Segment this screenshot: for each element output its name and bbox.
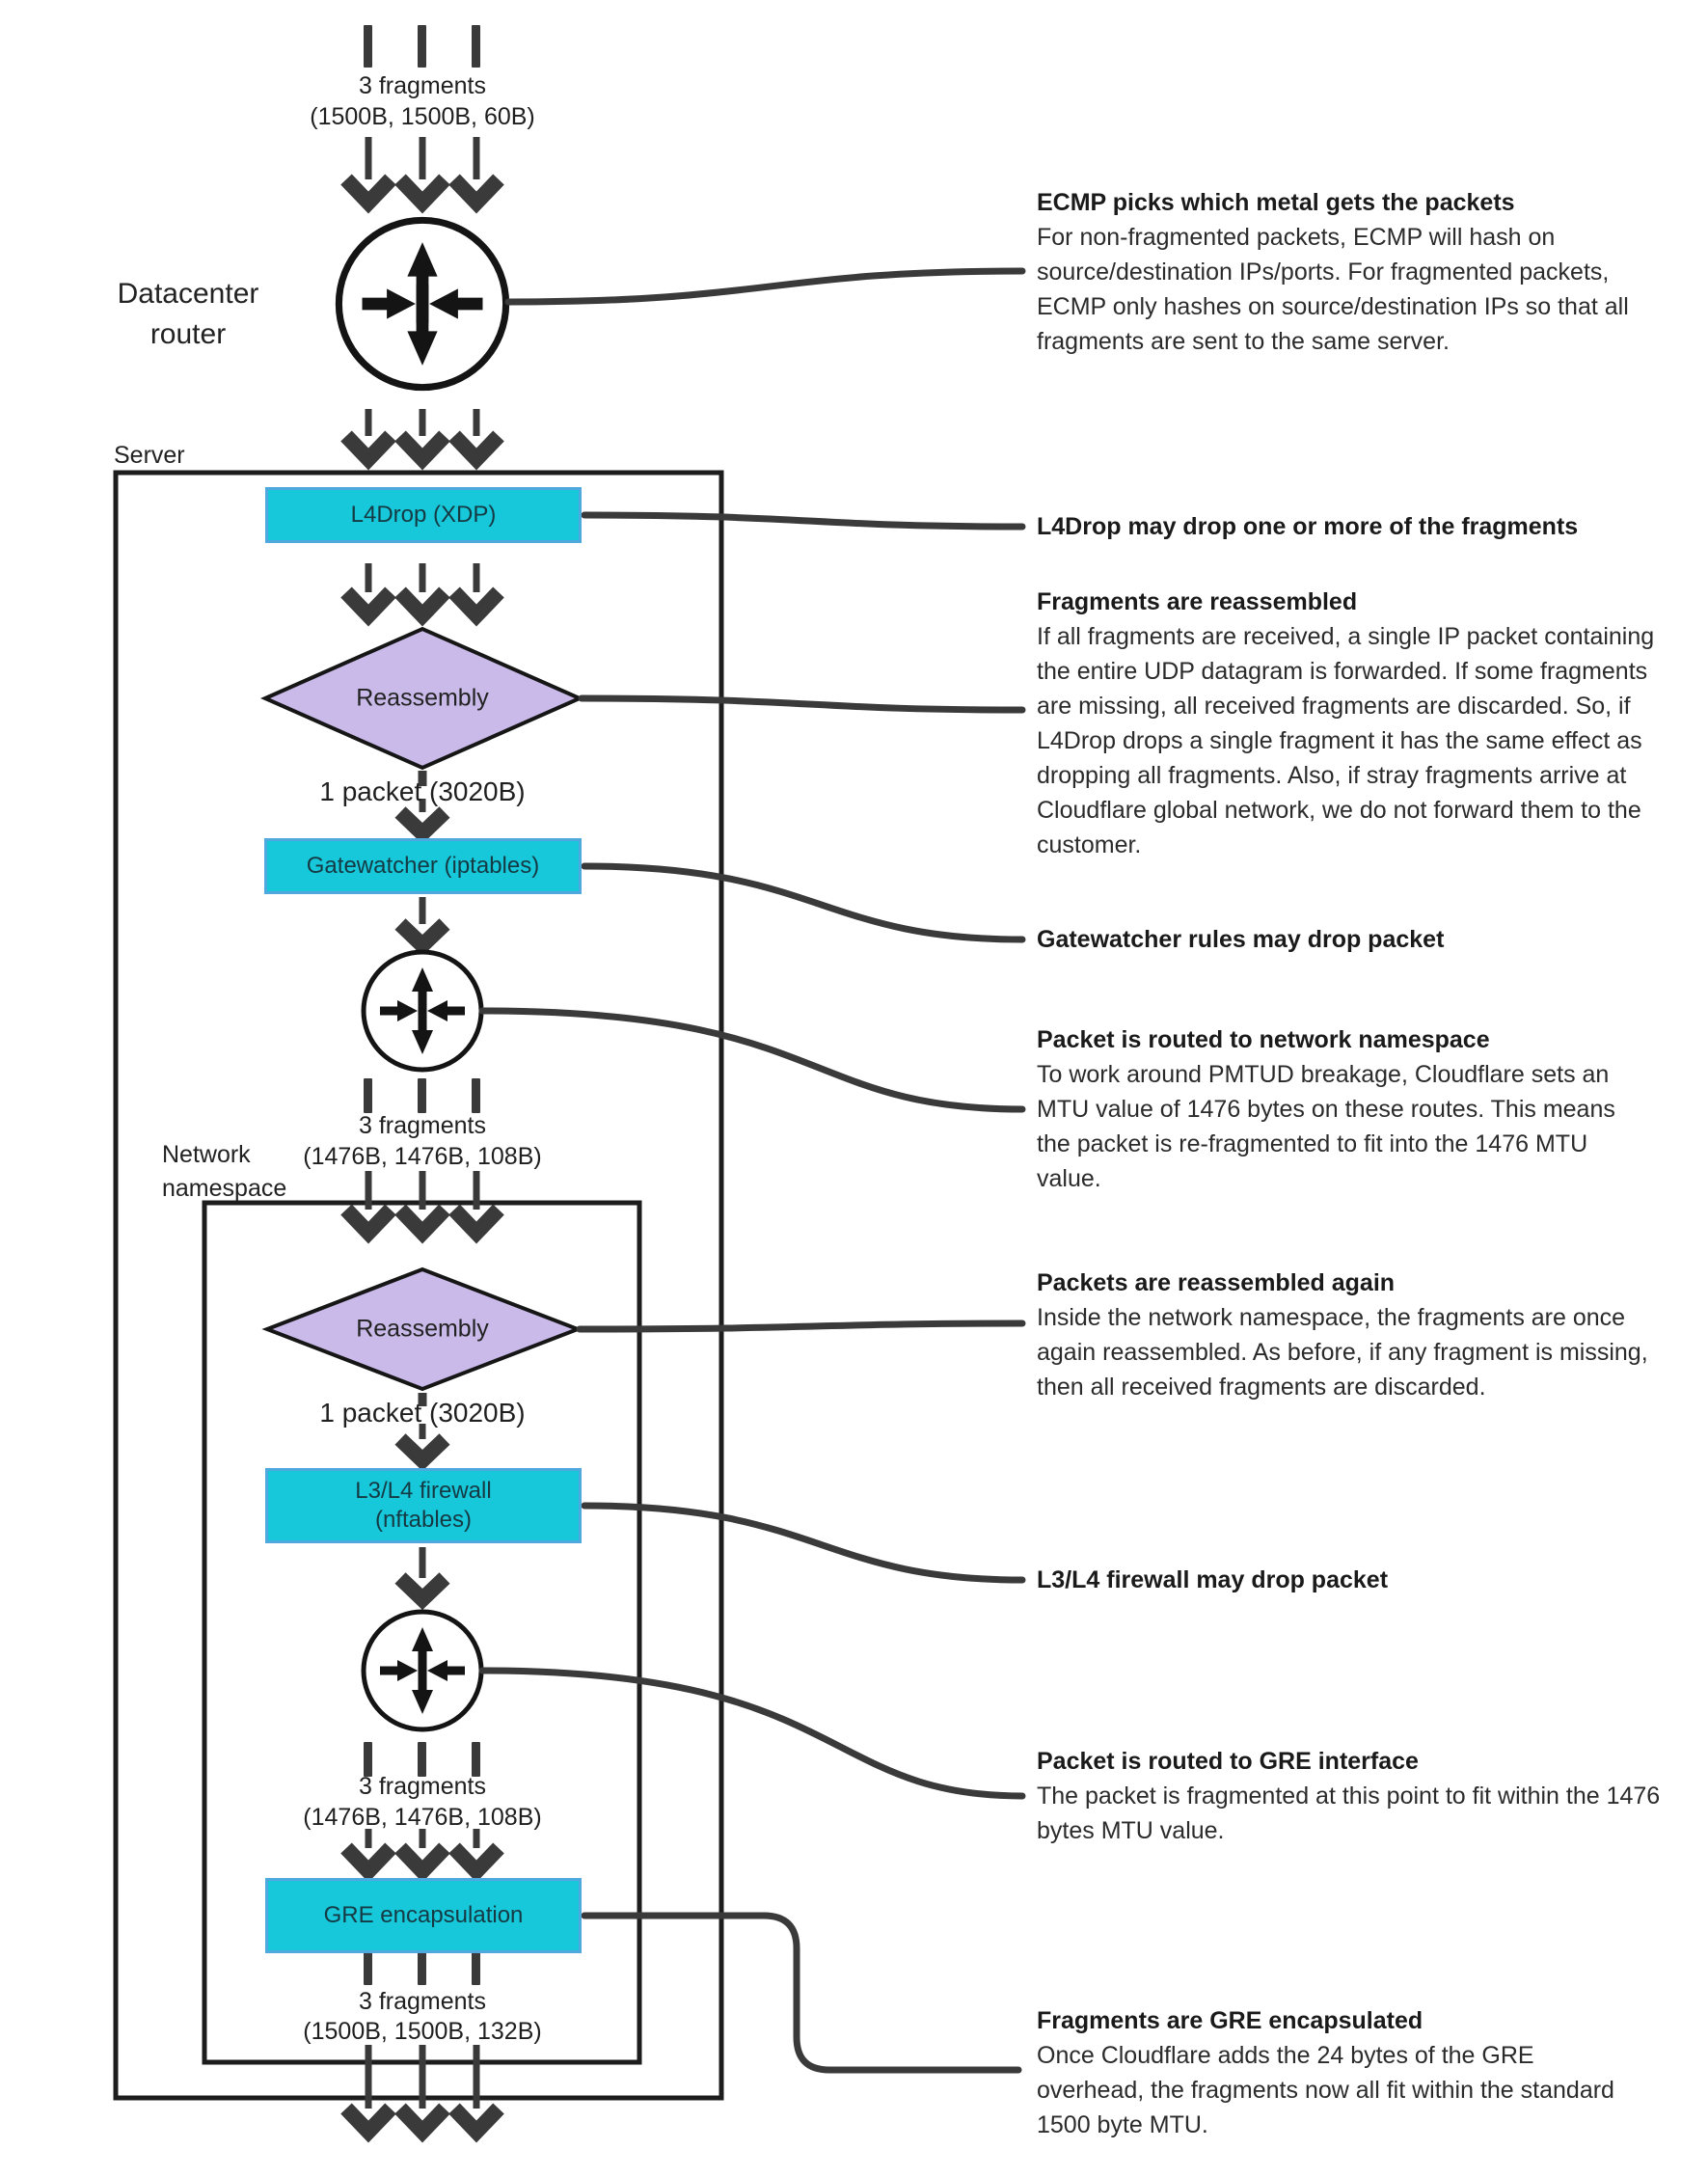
annotation-gatewatcher (1037, 922, 1444, 957)
gatewatcher-box-label: Gatewatcher (iptables) (306, 853, 540, 879)
annotation-reassembled-again-heading: Packets are reassembled again (1037, 1269, 1396, 1296)
reassembly1-label: Reassembly (356, 684, 489, 712)
annotation-gre-route-heading: Packet is routed to GRE interface (1037, 1748, 1419, 1775)
gre-router-icon (364, 1612, 481, 1729)
arrows-into-gre (346, 1829, 499, 1871)
fragments-low-count: 3 fragments (358, 1773, 487, 1800)
annotation-reassembled-again-body: Inside the network namespace, the fragments are once again reassembled. As before, if any fragment is missing, then all received fragments are discarded. (1037, 1304, 1648, 1401)
fragments-mid-sizes: (1476B, 1476B, 108B) (303, 1143, 542, 1170)
annotation-gre-route (1037, 1744, 1688, 1848)
connector-l3l4 (584, 1506, 1022, 1580)
annotation-ecmp-body: For non-fragmented packets, ECMP will hash on source/destination IPs/ports. For fragmented packets, ECMP only hashes on source/destination IPs so that all fragments are sent to the same server. (1037, 224, 1629, 355)
gre-box-label: GRE encapsulation (323, 1902, 524, 1928)
l3l4-box-label-line2: (nftables) (374, 1507, 473, 1533)
fragments-low-sizes: (1476B, 1476B, 108B) (303, 1804, 542, 1831)
arrows-l4drop-to-reassembly (346, 563, 499, 615)
l3l4-box-label-line1: L3/L4 firewall (355, 1478, 492, 1504)
arrows-into-router (346, 137, 499, 203)
annotation-l4drop (1037, 509, 1578, 544)
gatewatcher-box (264, 838, 582, 894)
fragments-out-count: 3 fragments (358, 1988, 487, 2015)
arrow-gatewatcher-to-router (400, 897, 445, 945)
annotation-reassembled-body: If all fragments are received, a single IP packet containing the entire UDP datagram is forwarded. If some fragments are missing, all received fragments are discarded. So, if L4Drop drops a single fragment it has the same effect as dropping all fragments. Also, if stray fragments arrive at Cloudflare global network, we do not forward them to the customer. (1037, 623, 1655, 858)
l4drop-box-label: L4Drop (XDP) (350, 502, 497, 528)
fragment-dashes-top (364, 25, 480, 68)
annotation-l3l4 (1037, 1563, 1388, 1597)
fragments-top-count: 3 fragments (358, 72, 487, 99)
network-namespace-label: Network namespace (162, 1141, 287, 1202)
fragment-dashes-out (364, 1952, 480, 1985)
server-label: Server (114, 442, 185, 469)
fragment-dashes-mid (364, 1078, 480, 1113)
connector-gre-route (482, 1671, 1022, 1796)
annotation-reassembled-heading: Fragments are reassembled (1037, 588, 1358, 615)
l3l4-firewall-box (265, 1468, 582, 1543)
arrow-firewall-to-router (400, 1547, 445, 1599)
annotation-reassembled (1037, 585, 1673, 862)
annotation-ecmp-heading: ECMP picks which metal gets the packets (1037, 189, 1515, 216)
connector-ecmp (508, 271, 1022, 302)
arrows-router-to-server (346, 409, 499, 459)
annotation-ecmp (1037, 185, 1659, 359)
annotation-gatewatcher-heading: Gatewatcher rules may drop packet (1037, 926, 1445, 953)
connector-netns-route (482, 1011, 1022, 1109)
connector-reassembly2 (580, 1323, 1022, 1329)
datacenter-router-icon (339, 220, 505, 387)
annotation-reassembled-again (1037, 1265, 1649, 1404)
connector-l4drop (584, 515, 1022, 527)
annotation-gre-encap (1037, 2003, 1640, 2142)
annotation-gre-route-body: The packet is fragmented at this point to fit within the 1476 bytes MTU value. (1037, 1782, 1661, 1844)
annotation-netns (1037, 1022, 1640, 1196)
fragments-top-sizes: (1500B, 1500B, 60B) (310, 103, 535, 130)
fragments-mid-count: 3 fragments (358, 1112, 487, 1139)
packet2-label: 1 packet (3020B) (319, 1398, 526, 1428)
annotation-netns-heading: Packet is routed to network namespace (1037, 1026, 1490, 1053)
gre-encapsulation-box (265, 1878, 582, 1953)
datacenter-router-label: Datacenter router (117, 278, 259, 350)
annotation-gre-encap-heading: Fragments are GRE encapsulated (1037, 2007, 1423, 2034)
packet1-label: 1 packet (3020B) (319, 776, 526, 806)
annotation-gre-encap-body: Once Cloudflare adds the 24 bytes of the GRE overhead, the fragments now all fit within the standard 1500 byte MTU. (1037, 2042, 1614, 2138)
annotation-l4drop-heading: L4Drop may drop one or more of the fragments (1037, 513, 1579, 540)
arrows-out-of-server (346, 2045, 499, 2132)
annotation-l3l4-heading: L3/L4 firewall may drop packet (1037, 1566, 1389, 1593)
namespace-router-icon (364, 952, 481, 1070)
reassembly2-label: Reassembly (356, 1315, 489, 1343)
connector-reassembly1 (582, 698, 1022, 710)
arrows-into-namespace (346, 1171, 499, 1233)
connector-gatewatcher (584, 866, 1022, 939)
annotation-netns-body: To work around PMTUD breakage, Cloudflare sets an MTU value of 1476 bytes on these routes. This means the packet is re-fragmented to fit into the 1476 MTU value. (1037, 1061, 1615, 1192)
fragments-out-sizes: (1500B, 1500B, 132B) (303, 2018, 542, 2045)
connector-gre-encap (584, 1916, 1018, 2070)
l4drop-box (265, 487, 582, 543)
